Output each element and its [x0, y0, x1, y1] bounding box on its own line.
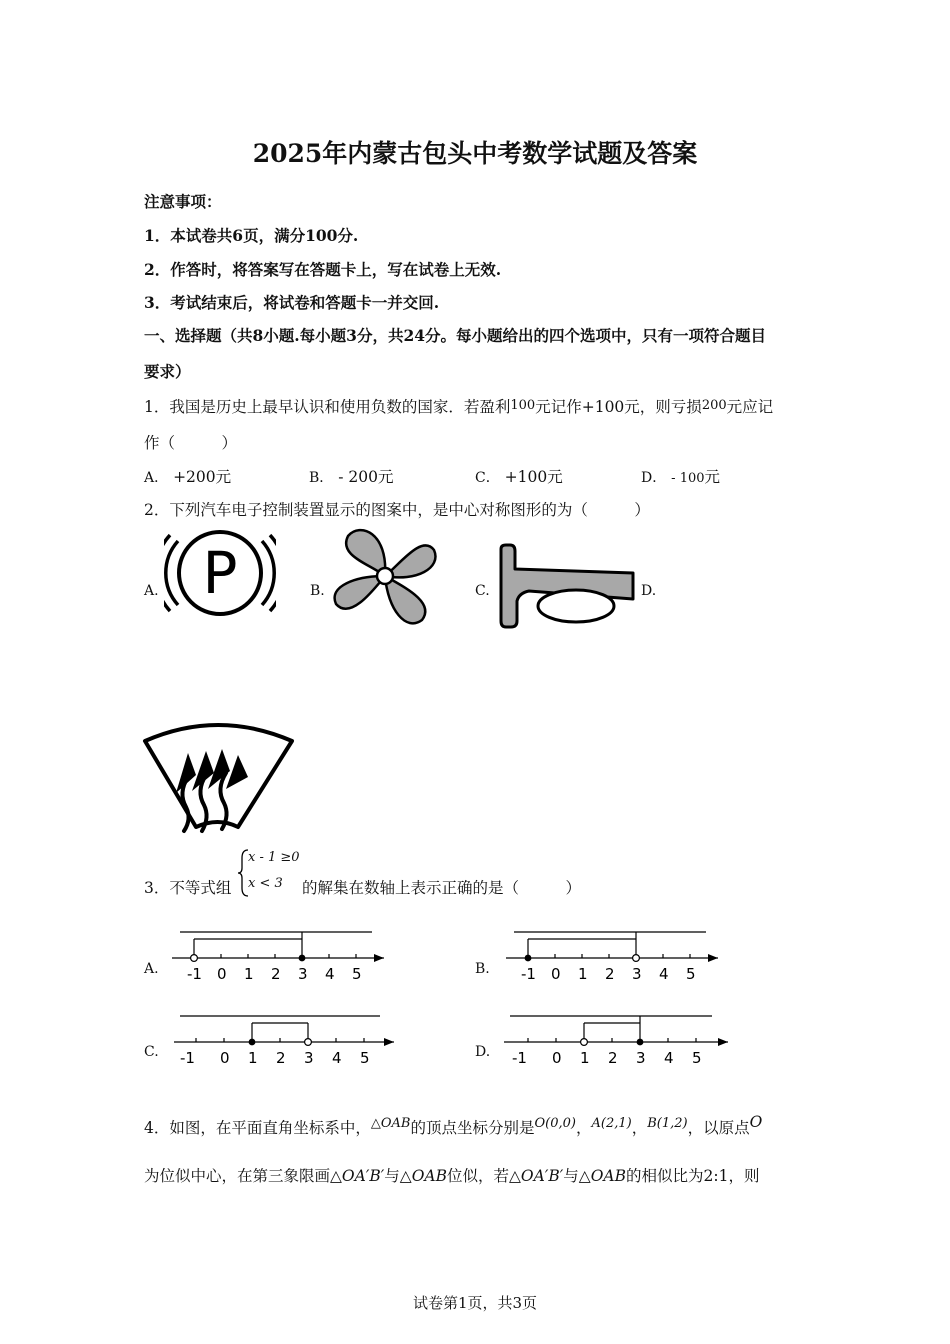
inequality-2: x < 3 [248, 876, 283, 891]
tick-label: 5 [686, 965, 696, 982]
number-line-b [500, 926, 726, 982]
tick-label: 2 [271, 965, 281, 982]
q3-option-b-label[interactable]: B. [475, 961, 490, 977]
inequality-1: x - 1 ≥0 [248, 850, 300, 865]
q1-option-d[interactable]: D． - 100元 [641, 468, 721, 486]
question-3-suffix: 的解集在数轴上表示正确的是（ ） [302, 879, 582, 897]
notice-item-1: 1．本试卷共6页，满分100分. [144, 226, 359, 245]
q1-option-c[interactable]: C． +100元 [475, 468, 563, 486]
tick-label: -1 [187, 965, 202, 982]
tick-label: 1 [578, 965, 588, 982]
notice-heading: 注意事项： [144, 192, 222, 211]
question-3-prefix: 3．不等式组 [144, 879, 232, 897]
tick-label: 0 [551, 965, 561, 982]
tick-label: 4 [664, 1049, 674, 1066]
section-heading: 一、选择题（共8小题.每小题3分，共24分。每小题给出的四个选项中，只有一项符合题目 [144, 326, 767, 345]
question-1-stem: 1．我国是历史上最早认识和使用负数的国家．若盈利100元记作+100元，则亏损200元应记 [144, 398, 774, 416]
q3-option-d-label[interactable]: D. [475, 1044, 491, 1060]
question-2-stem: 2．下列汽车电子控制装置显示的图案中，是中心对称图形的为（ ） [144, 501, 650, 519]
tick-label: -1 [180, 1049, 195, 1066]
notice-item-3: 3．考试结束后，将试卷和答题卡一并交回. [144, 293, 440, 312]
page-footer: 试卷第1页，共3页 [412, 1294, 538, 1312]
tick-label: 3 [632, 965, 642, 982]
rear-defrost-icon [140, 717, 298, 835]
tick-label: 5 [360, 1049, 370, 1066]
tick-label: 3 [636, 1049, 646, 1066]
tick-label: 2 [276, 1049, 286, 1066]
question-4-stem-cont: 为位似中心，在第三象限画△OA′B′与△OAB位似，若△OA′B′与△OAB的相似比为2:1，则 [144, 1167, 760, 1185]
parking-brake-icon [164, 527, 276, 619]
tick-label: 3 [298, 965, 308, 982]
fan-icon [330, 524, 440, 630]
tick-label: 5 [692, 1049, 702, 1066]
page-title: 2025年内蒙古包头中考数学试题及答案 [252, 139, 698, 168]
q3-option-c-label[interactable]: C. [144, 1044, 159, 1060]
q2-option-a-label[interactable]: A. [144, 583, 159, 599]
tick-label: -1 [512, 1049, 527, 1066]
notice-item-2: 2．作答时，将答案写在答题卡上，写在试卷上无效. [144, 260, 502, 279]
q2-option-d-label[interactable]: D. [641, 583, 657, 599]
tick-label: 0 [220, 1049, 230, 1066]
tick-label: 2 [608, 1049, 618, 1066]
number-line-a [166, 926, 392, 982]
question-4-stem: 4．如图，在平面直角坐标系中，$^{\triangle OAB}$的顶点坐标分别是$^{O(0,0)}$，$^{A(2,1)}$，$^{B(1,2)}$，以原点O [144, 1113, 763, 1137]
number-line-d [498, 1010, 734, 1066]
tick-label: 0 [217, 965, 227, 982]
q3-option-a-label[interactable]: A. [144, 961, 159, 977]
tick-label: 4 [325, 965, 335, 982]
q1-option-b[interactable]: B． - 200元 [309, 468, 394, 486]
number-line-c [168, 1010, 400, 1066]
section-heading-cont: 要求） [144, 362, 191, 381]
tick-label: 0 [552, 1049, 562, 1066]
q2-option-c-label[interactable]: C. [475, 583, 490, 599]
tick-label: 4 [332, 1049, 342, 1066]
q1-option-a[interactable]: A． +200元 [144, 468, 232, 486]
tick-label: 1 [580, 1049, 590, 1066]
horn-icon [497, 541, 637, 629]
question-1-stem-cont: 作（ ） [144, 434, 238, 452]
tick-label: 1 [248, 1049, 258, 1066]
tick-label: 5 [352, 965, 362, 982]
tick-label: 3 [304, 1049, 314, 1066]
q2-option-b-label[interactable]: B. [310, 583, 325, 599]
tick-label: 1 [244, 965, 254, 982]
tick-label: -1 [521, 965, 536, 982]
tick-labels [187, 965, 362, 982]
parking-letter: P [202, 539, 238, 607]
tick-label: 2 [605, 965, 615, 982]
tick-label: 4 [659, 965, 669, 982]
